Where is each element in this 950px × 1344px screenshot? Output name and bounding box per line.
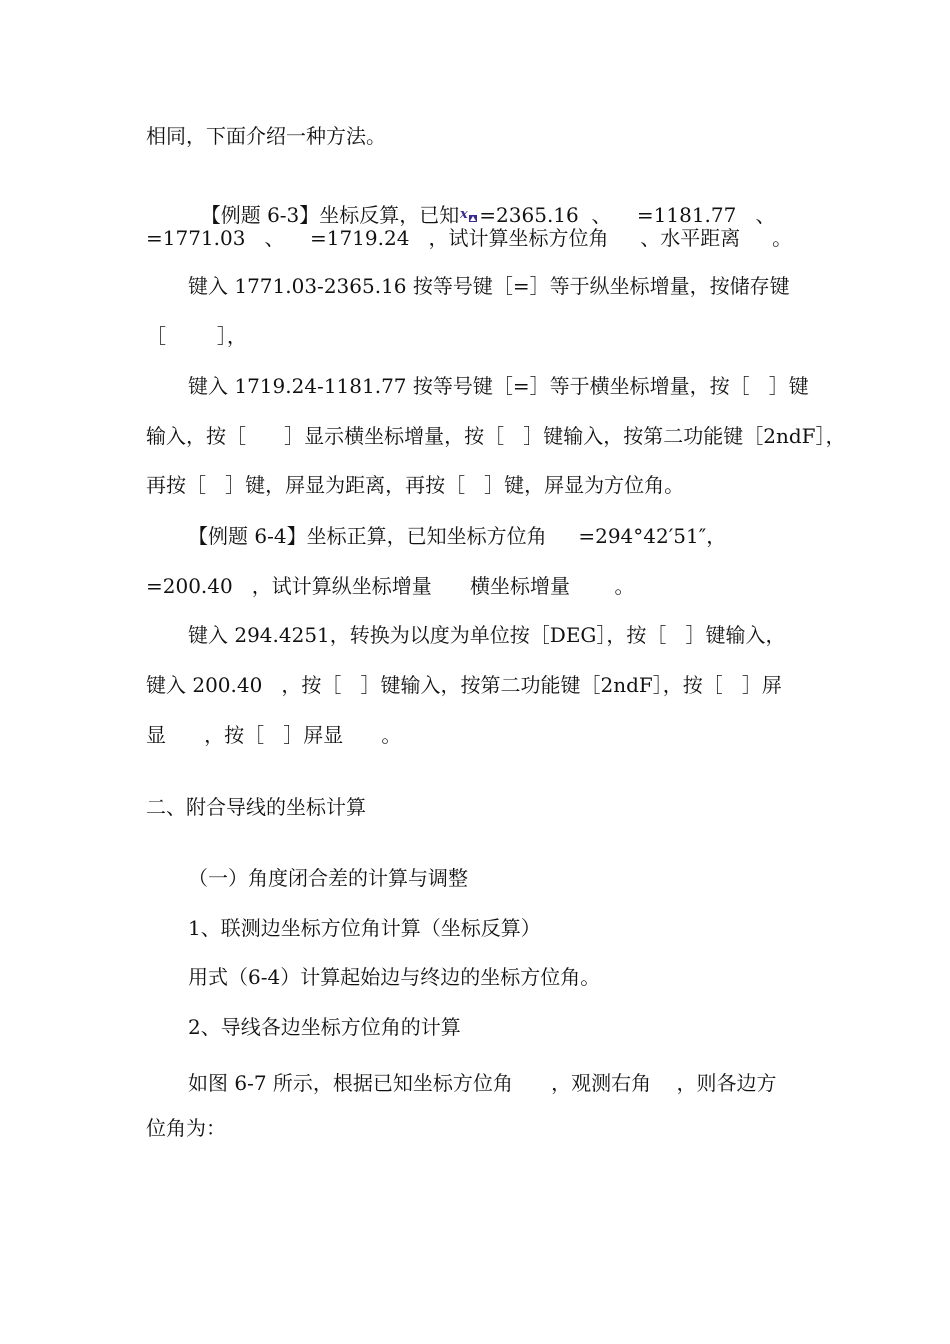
text-line-1: 相同，下面介绍一种方法。 [146, 124, 386, 148]
text-line-4: 键入 1771.03-2365.16 按等号键［=］等于纵坐标增量，按储存键 [188, 274, 790, 298]
text-line-6: 键入 1719.24-1181.77 按等号键［=］等于横坐标增量，按［ ］键 [188, 374, 809, 398]
text-line-20: 位角为： [146, 1116, 226, 1140]
text-line-13: 显 ，按［ ］屏显 。 [146, 723, 402, 747]
text-line-7: 输入，按［ ］显示横坐标增量，按［ ］键输入，按第二功能键［2ndF］， [146, 424, 846, 448]
text-line-2 [188, 173, 775, 229]
text-line-5: ［ ］， [146, 324, 247, 348]
text-line-16: 1、联测边坐标方位角计算（坐标反算） [188, 916, 541, 940]
xa-symbol-icon [459, 203, 479, 221]
section-heading: 二、附合导线的坐标计算 [146, 795, 366, 819]
text-line-19: 如图 6-7 所示，根据已知坐标方位角 ，观测右角 ，则各边方 [188, 1071, 777, 1095]
text-line-12: 键入 200.40 ，按［ ］键输入，按第二功能键［2ndF］，按［ ］屏 [146, 673, 782, 697]
text-line-2-part-b: =2365.16 、 =1181.77 、 [479, 203, 776, 227]
subsection-heading: （一）角度闭合差的计算与调整 [188, 866, 468, 890]
svg-text:x: x [460, 207, 469, 222]
text-line-11: 键入 294.4251，转换为以度为单位按［DEG］，按［ ］键输入， [188, 623, 786, 647]
text-line-9: 【例题 6-4】坐标正算，已知坐标方位角 =294°42′51″， [188, 524, 727, 548]
text-line-2-part-a: 【例题 6-3】坐标反算，已知 [200, 203, 460, 227]
text-line-3: =1771.03 、 =1719.24 ，试计算坐标方位角 、水平距离 。 [146, 226, 793, 250]
text-line-8: 再按［ ］键，屏显为距离，再按［ ］键，屏显为方位角。 [146, 473, 685, 497]
text-line-17: 用式（6-4）计算起始边与终边的坐标方位角。 [188, 965, 601, 989]
text-line-10: =200.40 ，试计算纵坐标增量 横坐标增量 。 [146, 574, 635, 598]
text-line-18: 2、导线各边坐标方位角的计算 [188, 1015, 461, 1039]
